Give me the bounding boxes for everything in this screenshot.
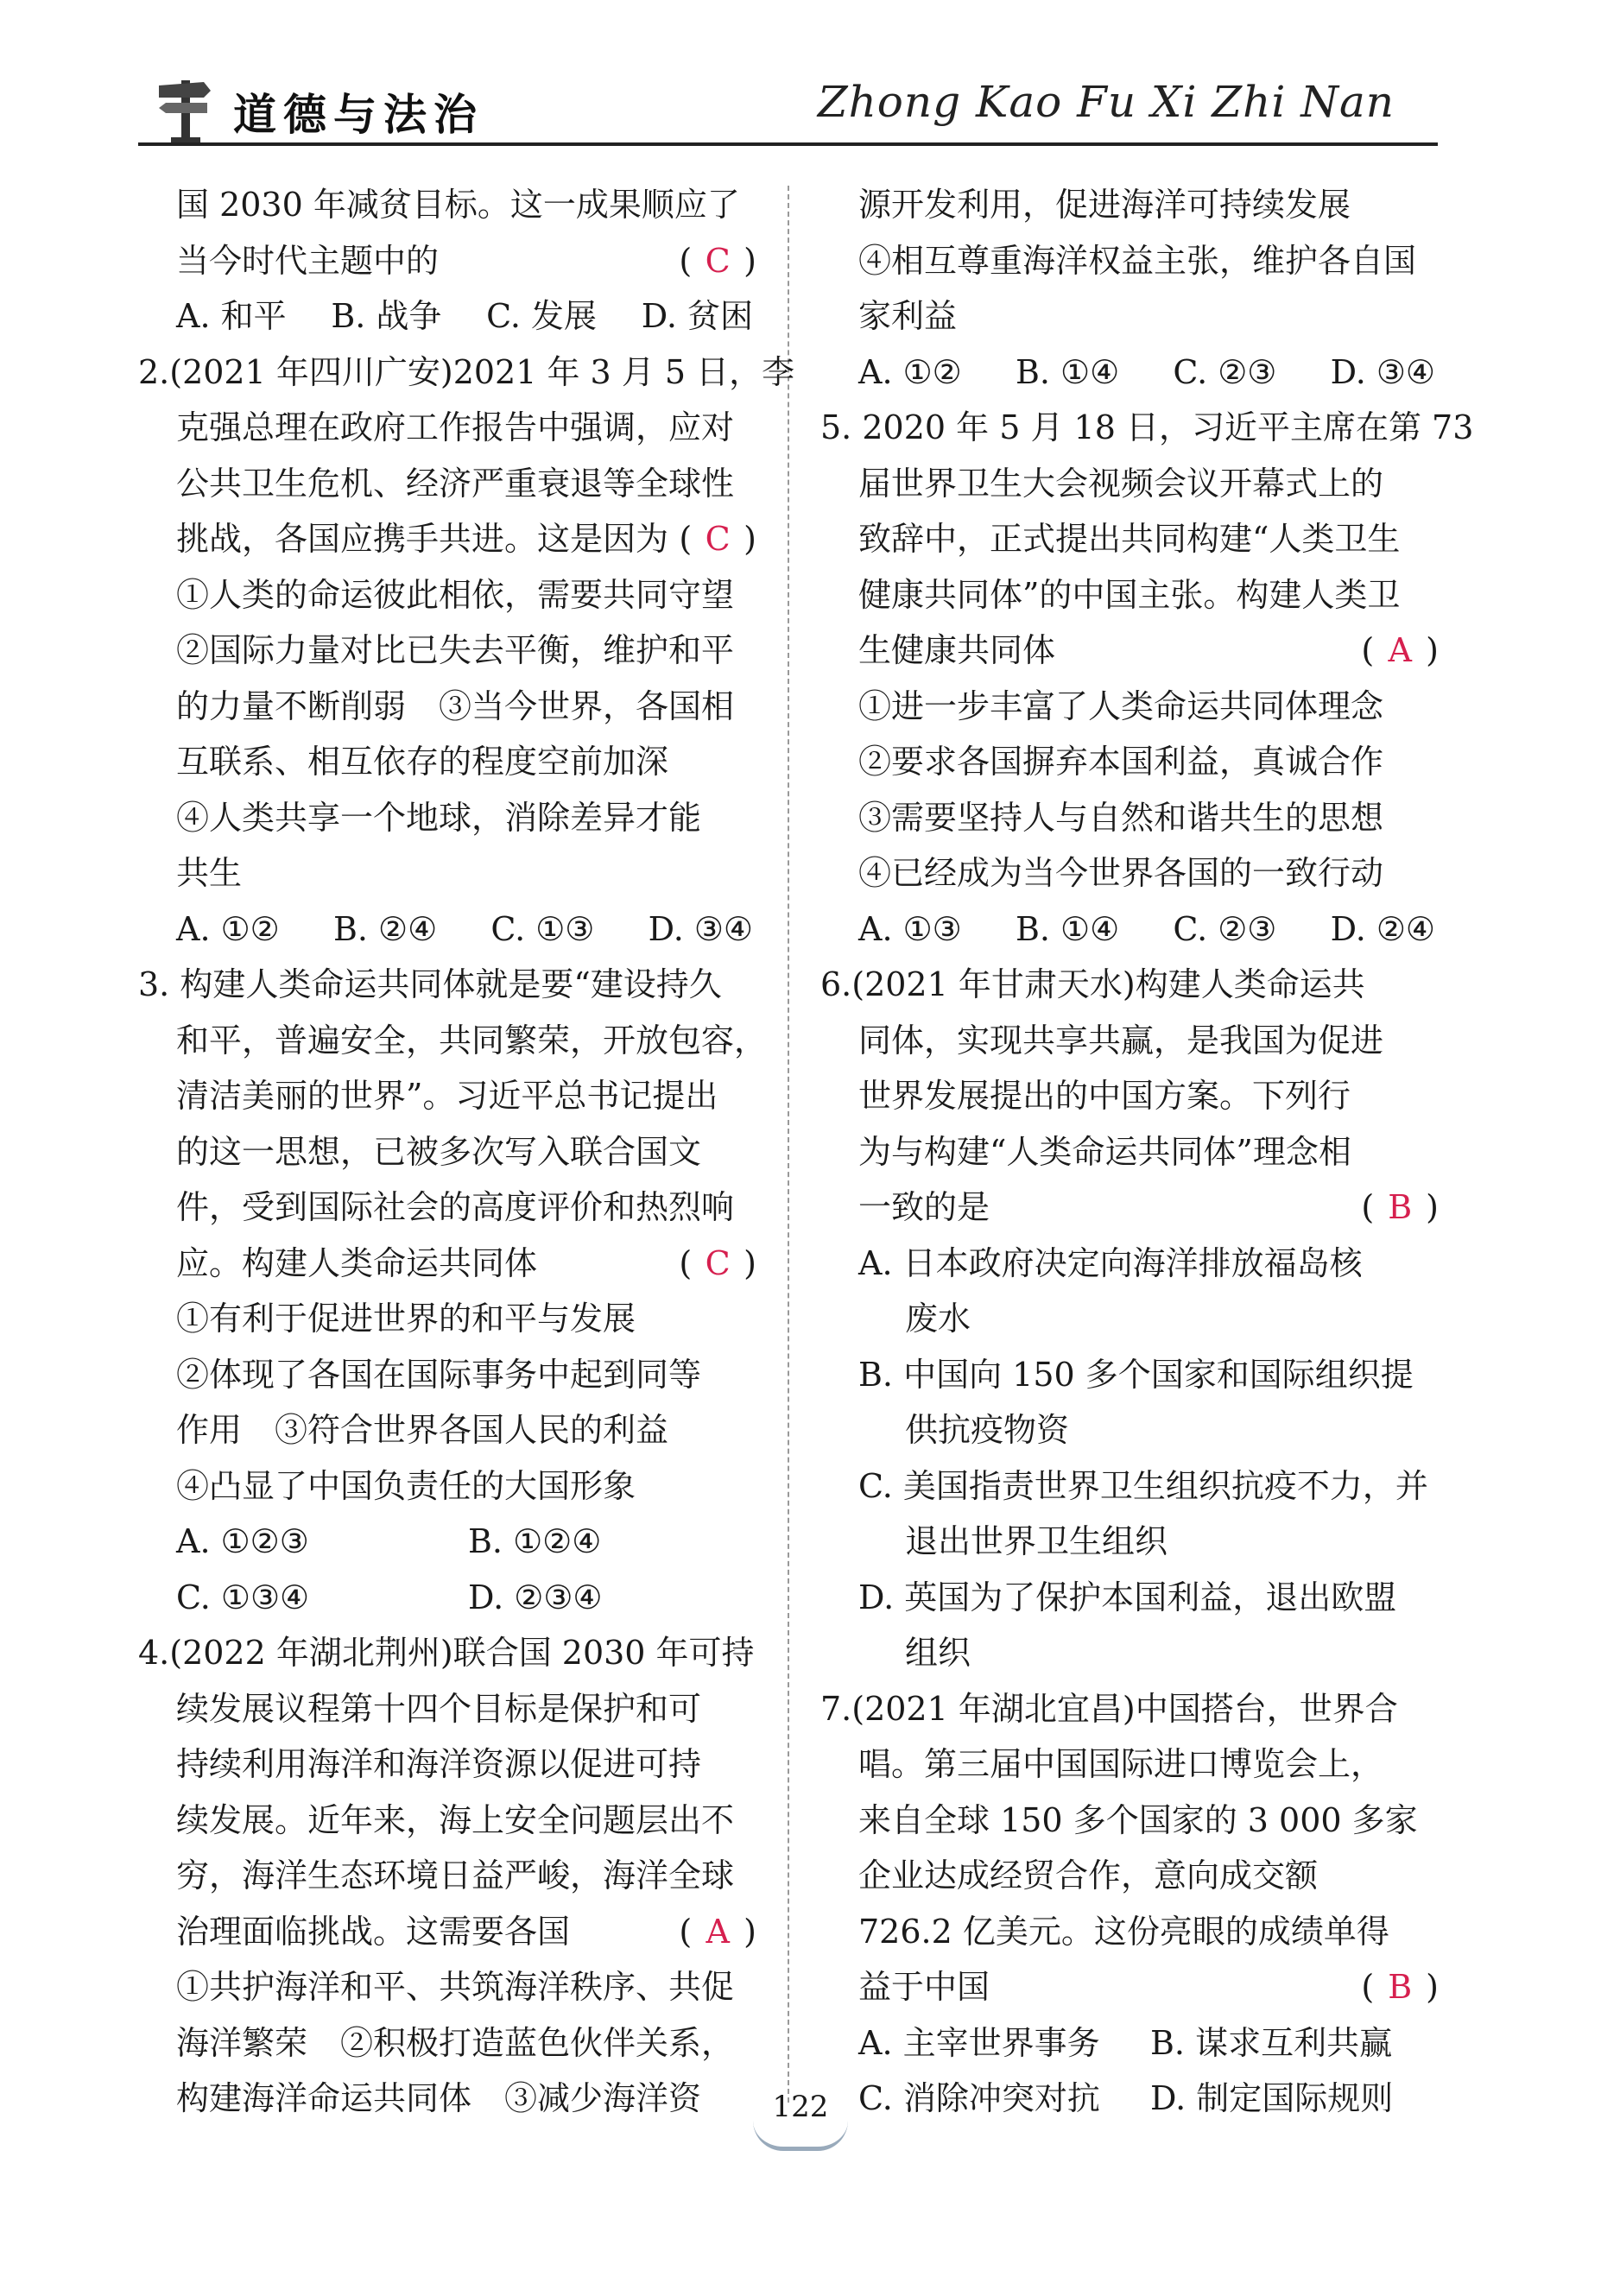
option: A. 主宰世界事务 [858,2023,1100,2062]
question-text: 清洁美丽的世界”。习近平总书记提出 [176,1077,718,1115]
question-text: 同体，实现共享共赢，是我国为促进 [858,1021,1384,1059]
statement: 作用 ③符合世界各国人民的利益 [176,1411,669,1449]
question-text-part: 一致的是 [858,1188,990,1226]
question-text [138,511,760,567]
statement: 构建海洋命运共同体 ③减少海洋资 [176,2079,702,2117]
question-text-part: 生健康共同体 [858,631,1056,669]
options-row [820,2015,1442,2071]
statement: ③需要坚持人与自然和谐共生的思想 [858,798,1384,837]
question-text: 726.2 亿美元。这份亮眼的成绩单得 [858,1912,1389,1951]
option: B. 战争 [331,297,442,335]
question-text [138,1904,760,1960]
column-divider [788,186,789,2103]
option: B. ①④ [1015,352,1120,391]
answer-letter: A [1388,631,1412,669]
statement: 家利益 [858,297,958,335]
statement: ①人类的命运彼此相依，需要共同守望 [176,575,735,614]
option: B. ②④ [332,909,438,948]
answer-letter: A [706,1912,730,1951]
question-text: 5. 2020 年 5 月 18 日，习近平主席在第 73 [820,408,1474,446]
answer-bracket: ( A ) [679,1904,756,1960]
page-number [744,2090,857,2150]
header-rule [138,142,1438,146]
statement: ④相互尊重海洋权益主张，维护各自国 [858,241,1417,280]
question-text: 唱。第三届中国国际进口博览会上， [858,1745,1384,1783]
choice-continued: 供抗疫物资 [905,1411,1070,1449]
options-row [138,288,760,345]
statement: ①共护海洋和平、共筑海洋秩序、共促 [176,1968,735,2006]
options-row [138,901,760,958]
page-number-ornament [753,2121,848,2151]
question-text: 续发展。近年来，海上安全问题层出不 [176,1800,735,1839]
question-text [820,1959,1442,2015]
page-number-text: 122 [772,2090,829,2124]
answer-bracket: ( B ) [1361,1180,1439,1236]
right-column [820,177,1474,2127]
question-text: 企业达成经贸合作，意向成交额 [858,1856,1319,1894]
choice-continued: 退出世界卫生组织 [905,1522,1168,1560]
statement: ①有利于促进世界的和平与发展 [176,1300,636,1338]
choice: A. 日本政府决定向海洋排放福岛核 [858,1243,1363,1282]
statement: ④人类共享一个地球，消除差异才能 [176,798,702,837]
question-text: 7.(2021 年湖北宜昌)中国搭台，世界合 [820,1689,1398,1728]
option: D. 贫困 [641,297,753,335]
option: D. ③④ [1330,352,1435,391]
option: B. ①②④ [468,1522,602,1560]
question-text: 届世界卫生大会视频会议开幕式上的 [858,464,1384,503]
question-text-part: 挑战，各国应携手共进。这是因为 [176,520,669,558]
question-text: 公共卫生危机、经济严重衰退等全球性 [176,464,735,503]
question-text: 2.(2021 年四川广安)2021 年 3 月 5 日，李 [138,352,795,391]
option: A. ①③ [858,909,962,948]
question-text: 健康共同体”的中国主张。构建人类卫 [858,575,1401,614]
question-text: 6.(2021 年甘肃天水)构建人类命运共 [820,965,1365,1003]
question-text: 3. 构建人类命运共同体就是要“建设持久 [138,965,722,1003]
option: A. ①② [176,909,280,948]
option: A. 和平 [176,297,287,335]
option: D. ②④ [1330,909,1435,948]
option: C. ①③ [490,909,595,948]
choice: D. 英国为了保护本国利益，退出欧盟 [858,1578,1397,1616]
answer-letter: B [1388,1968,1413,2006]
option: D. ②③④ [468,1578,603,1616]
subject-title: 道德与法治 [233,89,484,140]
statement: ②要求各国摒弃本国利益，真诚合作 [858,743,1384,781]
option: C. ①③④ [176,1578,310,1616]
statement: 海洋繁荣 ②积极打造蓝色伙伴关系， [176,2023,735,2062]
question-text: 国 2030 年减贫目标。这一成果顺应了 [176,186,740,224]
statement: ①进一步丰富了人类命运共同体理念 [858,686,1384,725]
answer-bracket: ( C ) [679,1236,756,1292]
choice-continued: 废水 [905,1300,971,1338]
options-row [820,2071,1442,2127]
question-text: 件，受到国际社会的高度评价和热烈响 [176,1188,735,1226]
question-text-part: 益于中国 [858,1968,990,2006]
option: A. ①② [858,352,962,391]
option: A. ①②③ [176,1522,309,1560]
question-text: 续发展议程第十四个目标是保护和可 [176,1689,702,1728]
statement: 共生 [176,854,243,892]
options-row [138,1570,760,1626]
statement: ②国际力量对比已失去平衡，维护和平 [176,631,735,669]
options-row [138,1514,760,1570]
statement: 的力量不断削弱 ③当今世界，各国相 [176,686,735,725]
statement: 源开发利用，促进海洋可持续发展 [858,186,1351,224]
option: B. 谋求互利共赢 [1150,2023,1393,2062]
options-row [820,345,1442,401]
answer-bracket: ( B ) [1361,1959,1439,2015]
left-column [138,177,795,2127]
statement: ④凸显了中国负责任的大国形象 [176,1466,636,1505]
question-text: 克强总理在政府工作报告中强调，应对 [176,408,735,446]
option: C. ②③ [1173,352,1277,391]
answer-letter: B [1388,1188,1413,1226]
question-text: 4.(2022 年湖北荆州)联合国 2030 年可持 [138,1634,755,1672]
answer-letter: C [705,241,731,280]
options-row [820,901,1442,958]
statement: 互联系、相互依存的程度空前加深 [176,743,669,781]
answer-letter: C [705,520,731,558]
signpost-logo-icon [155,73,216,142]
answer-bracket: ( A ) [1361,623,1439,679]
page-header [138,65,1438,151]
question-text [138,1236,760,1292]
statement: ④已经成为当今世界各国的一致行动 [858,854,1384,892]
question-text [138,233,760,289]
question-text [820,623,1442,679]
option: B. ①④ [1015,909,1120,948]
question-text: 来自全球 150 多个国家的 3 000 多家 [858,1800,1418,1839]
option: C. 消除冲突对抗 [858,2079,1100,2117]
question-text: 持续利用海洋和海洋资源以促进可持 [176,1745,702,1783]
question-text: 致辞中，正式提出共同构建“人类卫生 [858,520,1401,558]
question-text [820,1180,1442,1236]
option: D. 制定国际规则 [1150,2079,1394,2117]
question-text-part: 应。构建人类命运共同体 [176,1243,538,1282]
question-text: 为与构建“人类命运共同体”理念相 [858,1132,1351,1171]
choice: C. 美国指责世界卫生组织抗疫不力，并 [858,1466,1428,1505]
question-text: 的这一思想，已被多次写入联合国文 [176,1132,702,1171]
answer-letter: C [705,1243,731,1282]
question-text: 穷，海洋生态环境日益严峻，海洋全球 [176,1856,735,1894]
series-title: Zhong Kao Fu Xi Zhi Nan [817,77,1395,127]
question-text: 世界发展提出的中国方案。下列行 [858,1077,1351,1115]
question-text: 和平，普遍安全，共同繁荣，开放包容， [176,1021,768,1059]
option: D. ③④ [648,909,753,948]
question-text-part: 治理面临挑战。这需要各国 [176,1912,571,1951]
answer-bracket: ( C ) [679,233,756,289]
answer-bracket: ( C ) [679,511,756,567]
choice-continued: 组织 [905,1634,971,1672]
option: C. ②③ [1173,909,1277,948]
choice: B. 中国向 150 多个国家和国际组织提 [858,1355,1414,1394]
question-text-part: 当今时代主题中的 [176,241,440,280]
option: C. 发展 [486,297,597,335]
statement: ②体现了各国在国际事务中起到同等 [176,1355,702,1394]
